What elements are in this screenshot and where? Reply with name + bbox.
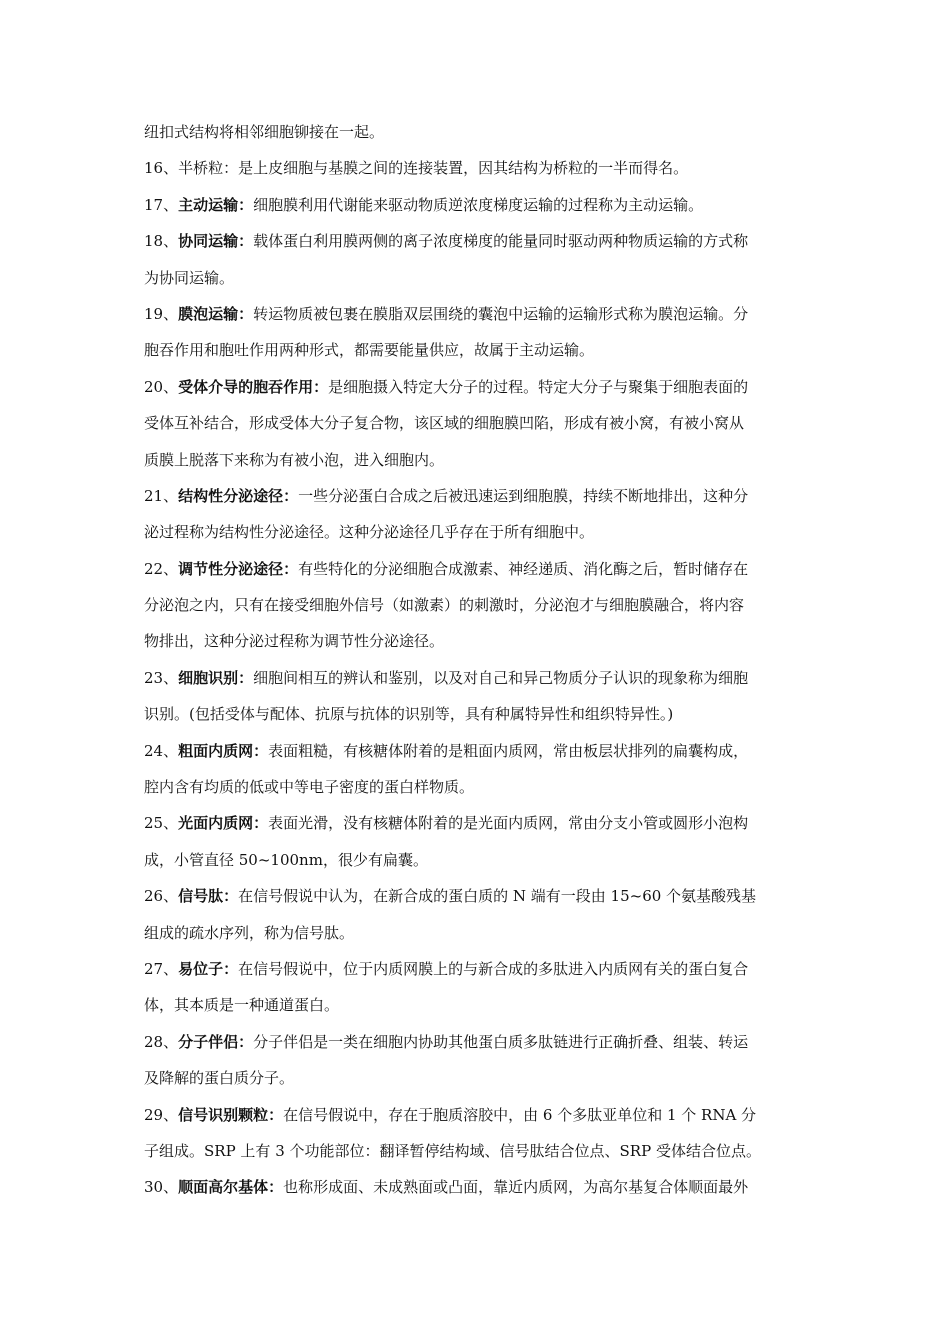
- line-text: 表面光滑，没有核糖体附着的是光面内质网，常由分支小管或圆形小泡构: [268, 814, 749, 833]
- text-line: [144, 1097, 812, 1133]
- line-text: 是细胞摄入特定大分子的过程。特定大分子与聚集于细胞表面的: [328, 377, 749, 396]
- text-line: [144, 187, 812, 223]
- line-text: 腔内含有均质的低或中等电子密度的蛋白样物质。: [144, 778, 475, 797]
- term-heading: 细胞识别：: [178, 668, 254, 687]
- text-line: [144, 805, 812, 841]
- text-line: [144, 987, 812, 1023]
- item-number: 28、: [144, 1032, 179, 1051]
- line-text: 组成的疏水序列，称为信号肽。: [144, 923, 355, 942]
- line-text: 分子伴侣是一类在细胞内协助其他蛋白质多肽链进行正确折叠、组装、转运: [253, 1032, 749, 1051]
- line-text: 在信号假说中，存在于胞质溶胶中，由 6 个多肽亚单位和 1 个 RNA 分: [283, 1105, 757, 1124]
- line-text: 半桥粒：是上皮细胞与基膜之间的连接装置，因其结构为桥粒的一半而得名。: [178, 159, 689, 178]
- item-number: 21、: [144, 486, 179, 505]
- text-line: [144, 842, 812, 878]
- item-number: 20、: [144, 377, 179, 396]
- line-text: 物排出，这种分泌过程称为调节性分泌途径。: [144, 632, 445, 651]
- line-text: 为协同运输。: [144, 268, 235, 287]
- text-line: [144, 1060, 812, 1096]
- item-number: 30、: [144, 1178, 179, 1197]
- term-heading: 膜泡运输：: [178, 304, 254, 323]
- text-line: [144, 1024, 812, 1060]
- item-number: 22、: [144, 559, 179, 578]
- text-line: [144, 696, 812, 732]
- item-number: 23、: [144, 668, 179, 687]
- text-line: [144, 405, 812, 441]
- text-line: [144, 514, 812, 550]
- line-text: 在信号假说中，位于内质网膜上的与新合成的多肽进入内质网有关的蛋白复合: [238, 959, 749, 978]
- text-line: [144, 332, 812, 368]
- text-line: [144, 733, 812, 769]
- line-text: 载体蛋白利用膜两侧的离子浓度梯度的能量同时驱动两种物质运输的方式称: [253, 232, 749, 251]
- term-heading: 协同运输：: [178, 232, 254, 251]
- line-text: 体，其本质是一种通道蛋白。: [144, 996, 340, 1015]
- term-heading: 粗面内质网：: [178, 741, 269, 760]
- line-text: 一些分泌蛋白合成之后被迅速运到细胞膜，持续不断地排出，这种分: [298, 486, 749, 505]
- line-text: 纽扣式结构将相邻细胞铆接在一起。: [144, 123, 385, 141]
- text-line: [144, 551, 812, 587]
- item-number: 16、: [144, 159, 179, 178]
- text-line: [144, 878, 812, 914]
- line-text: 也称形成面、未成熟面或凸面，靠近内质网，为高尔基复合体顺面最外: [283, 1178, 749, 1197]
- item-number: 25、: [144, 814, 179, 833]
- text-line: [144, 587, 812, 623]
- document-page: [144, 114, 812, 1206]
- text-line: [144, 1169, 812, 1205]
- text-line: [144, 623, 812, 659]
- text-line: [144, 1133, 812, 1169]
- term-heading: 易位子：: [178, 959, 239, 978]
- term-heading: 分子伴侣：: [178, 1032, 254, 1051]
- text-line: [144, 223, 812, 259]
- text-line: [144, 478, 812, 514]
- term-heading: 调节性分泌途径：: [178, 559, 299, 578]
- text-line: [144, 150, 812, 186]
- item-number: 18、: [144, 232, 179, 251]
- term-heading: 主动运输：: [178, 195, 254, 214]
- line-text: 泌过程称为结构性分泌途径。这种分泌途径几乎存在于所有细胞中。: [144, 523, 595, 542]
- line-text: 细胞间相互的辨认和鉴别，以及对自己和异己物质分子认识的现象称为细胞: [253, 668, 749, 687]
- term-heading: 光面内质网：: [178, 814, 269, 833]
- item-number: 29、: [144, 1105, 179, 1124]
- line-text: 质膜上脱落下来称为有被小泡，进入细胞内。: [144, 450, 445, 469]
- text-line: [144, 369, 812, 405]
- text-line: [144, 660, 812, 696]
- line-text: 成，小管直径 50~100nm，很少有扁囊。: [144, 850, 428, 869]
- text-line: [144, 951, 812, 987]
- term-heading: 顺面高尔基体：: [178, 1178, 284, 1197]
- item-number: 19、: [144, 304, 179, 323]
- text-line: [144, 296, 812, 332]
- term-heading: 信号肽：: [178, 887, 239, 906]
- text-line: [144, 769, 812, 805]
- line-text: 转运物质被包裹在膜脂双层围绕的囊泡中运输的运输形式称为膜泡运输。分: [253, 304, 749, 323]
- item-number: 27、: [144, 959, 179, 978]
- line-text: 分泌泡之内，只有在接受细胞外信号（如激素）的刺激时，分泌泡才与细胞膜融合，将内容: [144, 596, 745, 615]
- term-heading: 结构性分泌途径：: [178, 486, 299, 505]
- line-text: 胞吞作用和胞吐作用两种形式，都需要能量供应，故属于主动运输。: [144, 341, 595, 360]
- text-line: [144, 260, 812, 296]
- text-line: [144, 915, 812, 951]
- line-text: 细胞膜利用代谢能来驱动物质逆浓度梯度运输的过程称为主动运输。: [253, 195, 704, 214]
- line-text: 识别。(包括受体与配体、抗原与抗体的识别等，具有种属特异性和组织特异性。): [144, 705, 674, 724]
- line-text: 及降解的蛋白质分子。: [144, 1069, 295, 1088]
- text-line: [144, 442, 812, 478]
- term-heading: 信号识别颗粒：: [178, 1105, 284, 1124]
- line-text: 受体互补结合，形成受体大分子复合物，该区域的细胞膜凹陷，形成有被小窝，有被小窝从: [144, 414, 745, 433]
- item-number: 26、: [144, 887, 179, 906]
- line-text: 子组成。SRP 上有 3 个功能部位：翻译暂停结构域、信号肽结合位点、SRP 受体结合位点。: [144, 1141, 761, 1160]
- line-text: 表面粗糙，有核糖体附着的是粗面内质网，常由板层状排列的扁囊构成，: [268, 741, 749, 760]
- text-line: [144, 114, 812, 150]
- item-number: 17、: [144, 195, 179, 214]
- line-text: 有些特化的分泌细胞合成激素、神经递质、消化酶之后，暂时储存在: [298, 559, 749, 578]
- term-heading: 受体介导的胞吞作用：: [178, 377, 329, 396]
- item-number: 24、: [144, 741, 179, 760]
- line-text: 在信号假说中认为，在新合成的蛋白质的 N 端有一段由 15~60 个氨基酸残基: [238, 887, 757, 906]
